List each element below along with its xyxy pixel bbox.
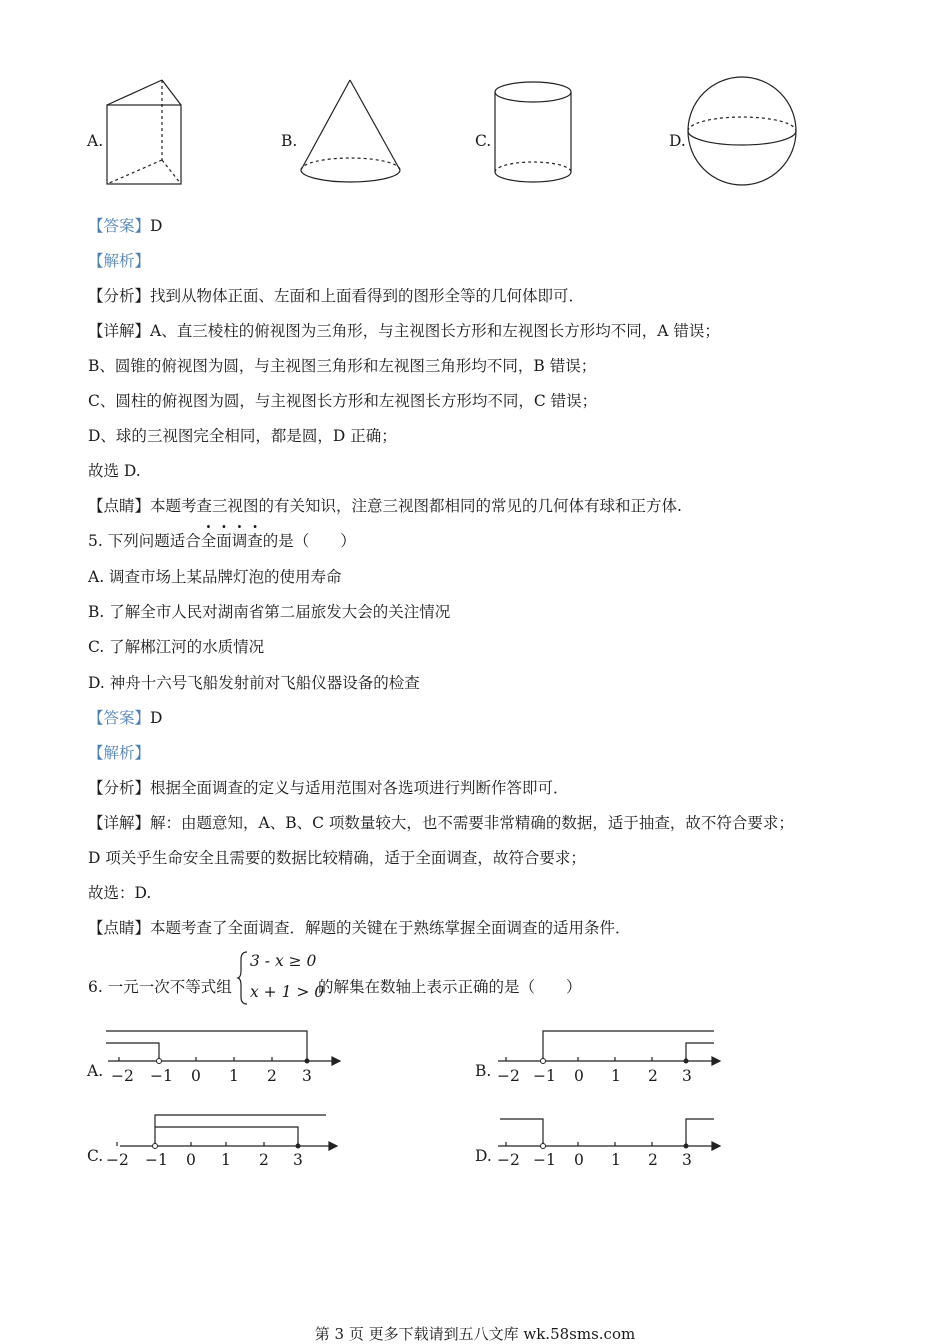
tick-label: −2 [111, 1067, 134, 1085]
q5-dianjing-line [88, 918, 631, 938]
dianjing-text: 本题考查三视图的有关知识，注意三视图都相同的常见的几何体有球和正方体. [150, 497, 682, 515]
q5-option-b: B. 了解全市人民对湖南省第二届旅发大会的关注情况 [88, 603, 451, 621]
q5-stem-prefix: 5. 下列问题适合 [88, 532, 201, 550]
q4-option-d-label: D. [669, 132, 686, 150]
tick-label: −2 [497, 1151, 520, 1169]
q6-option-c-label: C. [87, 1147, 104, 1165]
emphasis-char: 查 [247, 532, 263, 550]
xiangjie-text: A、直三棱柱的俯视图为三角形，与主视图长方形和左视图长方形均不同，A 错误； [150, 322, 720, 340]
answer-value: D [150, 217, 163, 235]
triangular-prism-figure [104, 78, 184, 188]
q5-conclusion: 故选：D. [88, 884, 152, 902]
q4-option-b-label: B. [281, 132, 298, 150]
q5-option-a: A. 调查市场上某品牌灯泡的使用寿命 [88, 568, 342, 586]
tick-label: −1 [150, 1067, 173, 1085]
q6-option-a-label: A. [87, 1062, 104, 1080]
tick-label: −1 [533, 1151, 556, 1169]
xiangjie-text: 解：由题意知，A、B、C 项数量较大，也不需要非常精确的数据，适于抽查，故不符合要求； [150, 814, 794, 832]
sphere-figure [686, 77, 800, 191]
tick-label: −1 [145, 1151, 168, 1169]
q5-xiangjie-line [88, 813, 794, 833]
q6-stem-suffix: 的解集在数轴上表示正确的是（ ） [318, 978, 582, 996]
tick-label: 0 [186, 1151, 196, 1169]
q4-answer-line [88, 216, 162, 236]
tick-label: 2 [648, 1151, 658, 1169]
q4-fenxi-line [88, 286, 584, 306]
tick-label: 1 [611, 1067, 621, 1085]
tick-label: 1 [221, 1151, 231, 1169]
emphasis-char: 全 [200, 532, 217, 550]
fenxi-tag: 【分析】 [88, 287, 151, 305]
q5-option-c: C. 了解郴江河的水质情况 [88, 638, 265, 656]
q5-option-d: D. 神舟十六号飞船发射前对飞船仪器设备的检查 [88, 674, 420, 692]
fenxi-tag: 【分析】 [88, 779, 151, 797]
q4-analysis-tag: 【解析】 [88, 252, 151, 270]
tick-label: 2 [648, 1067, 658, 1085]
answer-value: D [150, 709, 163, 727]
inequality-1: 3 - x ≥ 0 [250, 952, 317, 970]
tick-label: −2 [497, 1067, 520, 1085]
q5-analysis-tag: 【解析】 [88, 744, 151, 762]
q5-stem [88, 531, 356, 551]
system-brace [237, 951, 249, 1005]
tick-label: 3 [682, 1151, 692, 1169]
cylinder-figure [493, 80, 573, 190]
tick-label: −2 [106, 1151, 129, 1169]
answer-tag: 【答案】 [88, 709, 151, 727]
q4-option-c-label: C. [475, 132, 492, 150]
q4-xiangjie-line [88, 321, 720, 341]
q4-detail-line: D、球的三视图完全相同，都是圆，D 正确； [88, 427, 397, 445]
fenxi-text: 找到从物体正面、左面和上面看得到的图形全等的几何体即可． [150, 287, 585, 305]
tick-label: 3 [302, 1067, 312, 1085]
xiangjie-tag: 【详解】 [88, 814, 151, 832]
tick-label: 1 [229, 1067, 239, 1085]
q6-stem-prefix: 6. 一元一次不等式组 [88, 978, 232, 996]
q4-dianjing-line [88, 496, 682, 516]
q4-detail-line: B、圆锥的俯视图为圆，与主视图三角形和左视图三角形均不同，B 错误； [88, 357, 597, 375]
q4-detail-line: C、圆柱的俯视图为圆，与主视图长方形和左视图长方形均不同，C 错误； [88, 392, 598, 410]
emphasis-char: 调 [231, 532, 248, 550]
dianjing-text: 本题考查了全面调查．解题的关键在于熟练掌握全面调查的适用条件． [150, 919, 631, 937]
q6-option-d-label: D. [475, 1147, 492, 1165]
tick-label: 2 [259, 1151, 269, 1169]
q5-detail-line: D 项关乎生命安全且需要的数据比较精确，适于全面调查，故符合要求； [88, 849, 586, 867]
tick-label: −1 [533, 1067, 556, 1085]
tick-label: 0 [191, 1067, 201, 1085]
inequality-2: x + 1 > 0 [250, 983, 325, 1001]
dianjing-tag: 【点睛】 [88, 497, 151, 515]
q6-option-b-label: B. [475, 1062, 492, 1080]
q4-option-a-label: A. [87, 132, 104, 150]
q5-stem-suffix: 的是（ ） [262, 532, 356, 550]
tick-label: 1 [611, 1151, 621, 1169]
xiangjie-tag: 【详解】 [88, 322, 151, 340]
q5-fenxi-line [88, 778, 569, 798]
dianjing-tag: 【点睛】 [88, 919, 151, 937]
emphasis-char: 面 [216, 532, 232, 550]
tick-label: 3 [293, 1151, 303, 1169]
tick-label: 0 [574, 1067, 584, 1085]
tick-label: 3 [682, 1067, 692, 1085]
tick-label: 0 [574, 1151, 584, 1169]
q4-conclusion: 故选 D. [88, 462, 141, 480]
tick-label: 2 [267, 1067, 277, 1085]
q5-answer-line [88, 708, 162, 728]
answer-tag: 【答案】 [88, 217, 151, 235]
page-footer: 第 3 页 更多下载请到五八文库 wk.58sms.com [314, 1325, 636, 1343]
cone-figure [299, 78, 403, 188]
fenxi-text: 根据全面调查的定义与适用范围对各选项进行判断作答即可． [150, 779, 569, 797]
